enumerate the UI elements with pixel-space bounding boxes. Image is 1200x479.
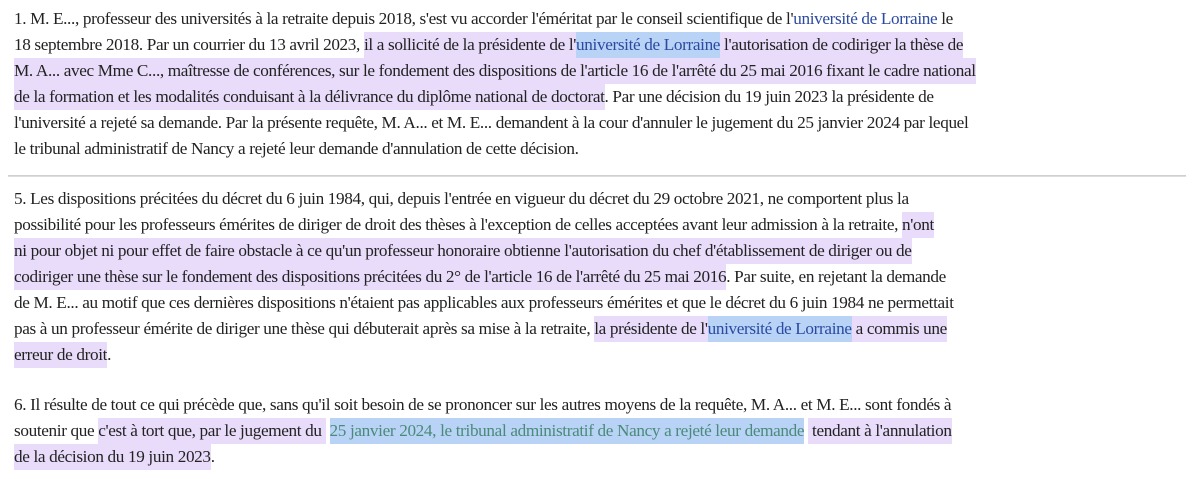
text-line: [14, 58, 976, 84]
text-segment: 5. Les dispositions précitées du décret du 6 juin 1984, qui, depuis l'entrée en vigueur du décret du 29 octobre 2021, ne comportent plus la: [14, 189, 909, 208]
highlighted-text[interactable]: erreur de droit: [14, 342, 107, 368]
text-line: [14, 264, 946, 290]
text-line: [14, 342, 111, 368]
text-segment: le: [937, 9, 953, 28]
text-segment: . Par une décision du 19 juin 2023 la présidente de: [604, 87, 934, 106]
text-segment: .: [210, 447, 215, 466]
text-segment: de M. E... au motif que ces dernières dispositions n'étaient pas applicables aux professeurs émérites et que le décret du 6 juin 1984 ne permettait: [14, 293, 954, 312]
text-segment: le tribunal administratif de Nancy a rejeté leur demande d'annulation de cette décision.: [14, 139, 579, 158]
text-segment: possibilité pour les professeurs émérites de diriger de droit des thèses à l'exception de celles acceptées avant leur admission à la retraite,: [14, 215, 902, 234]
text-segment: soutenir que: [14, 421, 99, 440]
university-link[interactable]: université de Lorraine: [793, 9, 938, 28]
text-line: [14, 238, 912, 264]
highlighted-text[interactable]: n'ont: [902, 212, 934, 238]
highlighted-text[interactable]: M. A... avec Mme C..., maîtresse de conférences, sur le fondement des dispositions de l'article 16 de l'arrêté du 25 mai 2016 fixant le cadre national: [14, 58, 976, 84]
text-line: [14, 186, 909, 212]
text-segment: 6. Il résulte de tout ce qui précède que, sans qu'il soit besoin de se prononcer sur les autres moyens de la requête, M. A... et M. E... sont fondés à: [14, 395, 952, 414]
highlighted-text[interactable]: ni pour objet ni pour effet de faire obstacle à ce qu'un professeur honoraire obtienne l'autorisation du chef d'établissement de diriger ou de: [14, 238, 912, 264]
highlighted-text[interactable]: de la formation et les modalités conduisant à la délivrance du diplôme national de doctorat: [14, 84, 605, 110]
highlighted-text[interactable]: la présidente de l': [594, 316, 707, 342]
text-line: [14, 444, 215, 470]
text-line: [14, 32, 963, 58]
text-line: [14, 110, 968, 136]
highlighted-text[interactable]: 25 janvier 2024, le tribunal administratif de Nancy a rejeté leur demande: [330, 418, 805, 444]
highlighted-text[interactable]: l'autorisation de codiriger la thèse de: [720, 32, 963, 58]
section-divider: [8, 175, 1186, 177]
text-line: [14, 6, 953, 32]
highlighted-text[interactable]: il a sollicité de la présidente de l': [364, 32, 576, 58]
text-line: [14, 392, 951, 418]
text-line: [14, 316, 947, 342]
highlighted-text[interactable]: codiriger une thèse sur le fondement des dispositions précitées du 2° de l'article 16 de l'arrêté du 25 mai 2016: [14, 264, 726, 290]
text-segment: 1. M. E..., professeur des universités à la retraite depuis 2018, s'est vu accorder l'éméritat par le conseil scientifique de l': [14, 9, 794, 28]
text-line: [14, 136, 579, 162]
highlighted-text[interactable]: tendant à l'annulation: [808, 418, 951, 444]
university-link[interactable]: université de Lorraine: [576, 32, 720, 58]
text-segment: l'université a rejeté sa demande. Par la présente requête, M. A... et M. E... demandent à la cour d'annuler le jugement du 25 janvier 2024 par lequel: [14, 113, 969, 132]
text-line: [14, 212, 934, 238]
text-segment: pas à un professeur émérite de diriger une thèse qui débuterait après sa mise à la retraite,: [14, 319, 595, 338]
text-line: [14, 418, 952, 444]
text-segment: 18 septembre 2018. Par un courrier du 13 avril 2023,: [14, 35, 364, 54]
text-line: [14, 290, 954, 316]
text-line: [14, 84, 934, 110]
text-segment: . Par suite, en rejetant la demande: [726, 267, 946, 286]
highlighted-text[interactable]: de la décision du 19 juin 2023: [14, 444, 211, 470]
highlighted-text[interactable]: a commis une: [852, 316, 947, 342]
highlighted-text[interactable]: c'est à tort que, par le jugement du: [98, 418, 325, 444]
text-segment: .: [107, 345, 112, 364]
university-link[interactable]: université de Lorraine: [708, 316, 852, 342]
